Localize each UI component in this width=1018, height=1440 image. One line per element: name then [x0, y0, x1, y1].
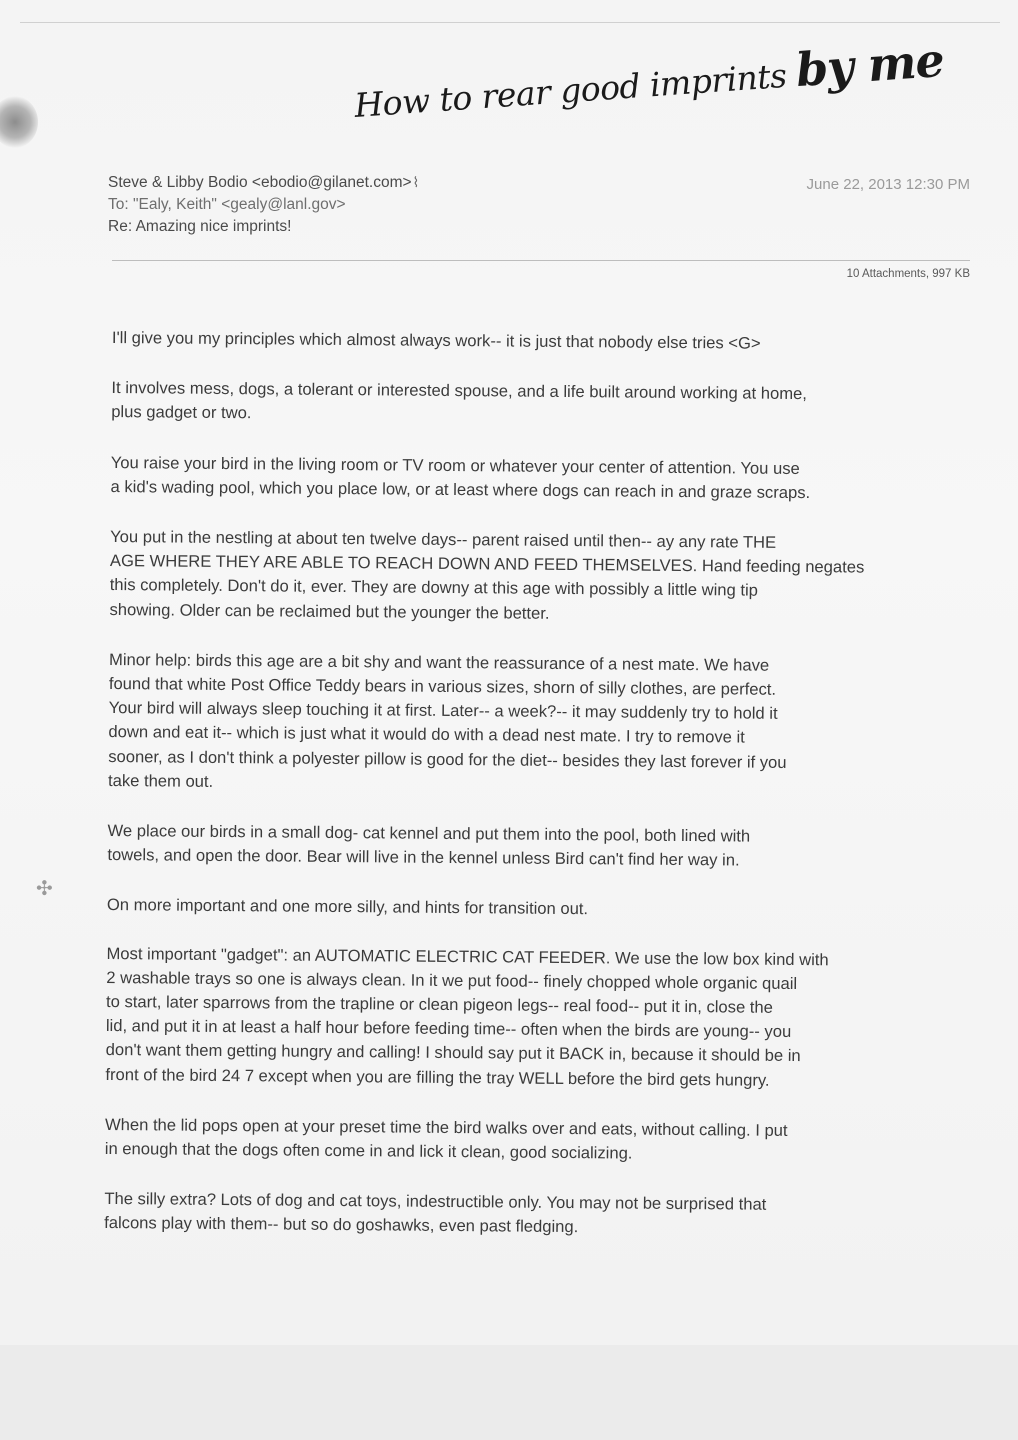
email-body — [104, 326, 974, 1269]
body-paragraph-4: You put in the nestling at about ten twelve days-- parent raised until then-- ay any rate THE AGE WHERE THEY ARE ABLE TO REACH DOWN AND FEED THEMSELVES. Hand feeding negates this completely. Don't do it, ever. They are downy at this age with possibly a little wing tip showing. Older can be reclaimed but the younger the better. — [109, 527, 865, 623]
body-paragraph-8: Most important "gadget": an AUTOMATIC ELECTRIC CAT FEEDER. We use the low box kind with 2 washable trays so one is always clean. In it we put food-- finely chopped whole organic quail to start, later sparrows from the trapline or clean pigeon legs-- real food-- put it in, close the lid, and put it in at least a half hour before feeding time-- often when the birds are young-- you don't want them getting hungry and calling! I should say put it BACK in, because it should be in front of the bird 24 7 except when you are filling the tray WELL before the bird gets hungry. — [105, 943, 829, 1090]
body-paragraph-6: We place our birds in a small dog- cat kennel and put them into the pool, both lined with towels, and open the door. Bear will live in the kennel unless Bird can't find her way in. — [107, 821, 751, 870]
email-from: Steve & Libby Bodio <ebodio@gilanet.com> — [108, 174, 412, 191]
handwritten-title-byline: by me — [794, 32, 946, 98]
email-subject: Re: Amazing nice imprints! — [108, 218, 292, 235]
attachments-summary: 10 Attachments, 997 KB — [846, 268, 970, 280]
body-paragraph-10: The silly extra? Lots of dog and cat toys, indestructible only. You may not be surprised that falcons play with them-- but so do goshawks, even past fledging. — [104, 1189, 767, 1237]
email-to: To: "Ealy, Keith" <gealy@lanl.gov> — [108, 196, 346, 213]
body-paragraph-5: Minor help: birds this age are a bit shy and want the reassurance of a nest mate. We have found that white Post Office Teddy bears in various sizes, shorn of silly clothes, are perfect. Your bird will always sleep touching it at first. Later-- a week?-- it may suddenly try to hold it down and eat it-- which is just what it would do with a dead nest mate. I try to remove it sooner, as I don't think a polyester pillow is good for the diet-- besides they last forever if you take them out. — [107, 649, 787, 791]
smudge-mark — [0, 96, 38, 148]
email-header — [108, 172, 419, 238]
body-paragraph-9: When the lid pops open at your preset time the bird walks over and eats, without calling. I put in enough that the dogs often come in and lick it clean, good socializing. — [104, 1114, 788, 1163]
speck-mark: ✣ — [36, 876, 53, 900]
email-date: June 22, 2013 12:30 PM — [806, 176, 970, 193]
fold-line — [20, 22, 1000, 23]
handwritten-title-text: How to rear good imprints — [353, 55, 798, 125]
email-from-line — [108, 172, 419, 194]
body-paragraph-3: You raise your bird in the living room or TV room or whatever your center of attention. You use a kid's wading pool, which you place low, or at least where dogs can reach in and graze scraps. — [110, 452, 811, 502]
body-paragraph-2: It involves mess, dogs, a tolerant or interested spouse, and a life built around working at home, plus gadget or two. — [111, 378, 808, 423]
scan-margin — [0, 1345, 1018, 1440]
body-paragraph-1: I'll give you my principles which almost always work-- it is just that nobody else tries <G> — [111, 327, 761, 353]
paperclip-icon: ⌇ — [412, 175, 420, 191]
handwritten-title — [352, 32, 946, 154]
body-paragraph-7: On more important and one more silly, and hints for transition out. — [106, 895, 589, 919]
header-divider — [112, 260, 970, 261]
